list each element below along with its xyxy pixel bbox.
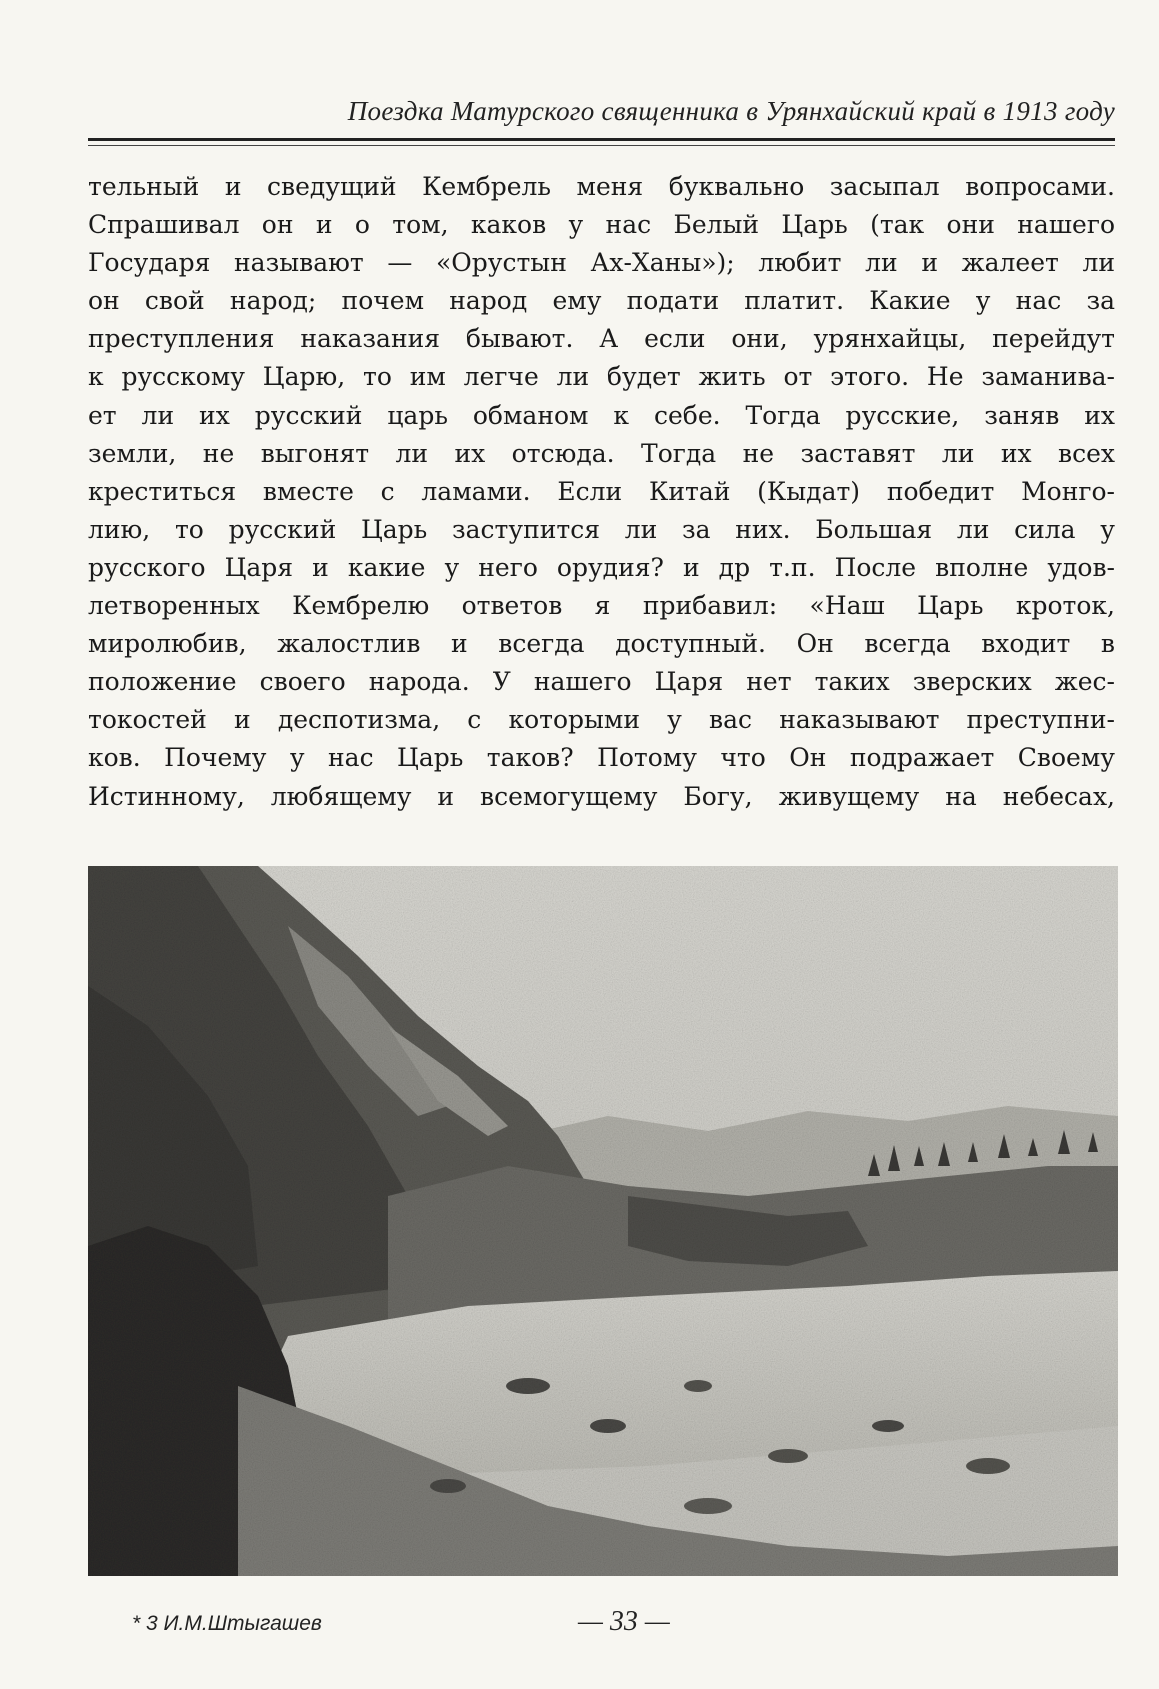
text-line: он свой народ; почем народ ему подати платит. Какие у нас за: [88, 286, 1115, 316]
header-rule: [88, 138, 1115, 141]
header-rule-thin: [88, 145, 1115, 146]
text-line: тельный и сведущий Кембрель меня буквально засыпал вопросами.: [88, 172, 1115, 201]
page-number: — 33 —: [578, 1606, 670, 1637]
running-title: Поездка Матурского священника в Урянхайский край в 1913 году: [347, 96, 1115, 126]
landscape-photo: [88, 866, 1118, 1576]
text-line: ков. Почему у нас Царь таков? Потому что Он подражает Своему: [88, 743, 1115, 773]
text-line: токостей и деспотизма, с которыми у вас наказывают преступни-: [88, 705, 1115, 735]
text-line: миролюбив, жалостлив и всегда доступный. Он всегда входит в: [88, 629, 1115, 659]
text-line: креститься вместе с ламами. Если Китай (Кыдат) победит Монго-: [88, 476, 1115, 506]
body-text: [88, 168, 1115, 816]
text-line: земли, не выгонят ли их отсюда. Тогда не заставят ли их всех: [88, 438, 1115, 468]
footer-signature: * 3 И.М.Штыгашев: [132, 1612, 322, 1635]
text-line: ет ли их русский царь обманом к себе. Тогда русские, заняв их: [88, 400, 1115, 430]
text-line: к русскому Царю, то им легче ли будет жить от этого. Не заманива-: [88, 362, 1115, 392]
text-line: лию, то русский Царь заступится ли за них. Большая ли сила у: [88, 514, 1115, 544]
text-line: Истинному, любящему и всемогущему Богу, живущему на небесах,: [88, 781, 1115, 811]
text-line: положение своего народа. У нашего Царя нет таких зверских жес-: [88, 667, 1115, 697]
text-line: Государя называют — «Орустын Ах-Ханы»); любит ли и жалеет ли: [88, 248, 1115, 278]
text-line: Спрашивал он и о том, каков у нас Белый Царь (так они нашего: [88, 210, 1115, 240]
text-line: преступления наказания бывают. А если они, урянхайцы, перейдут: [88, 324, 1115, 354]
text-line: летворенных Кембрелю ответов я прибавил: «Наш Царь кроток,: [88, 591, 1115, 621]
text-line: русского Царя и какие у него орудия? и др т.п. После вполне удов-: [88, 552, 1115, 582]
